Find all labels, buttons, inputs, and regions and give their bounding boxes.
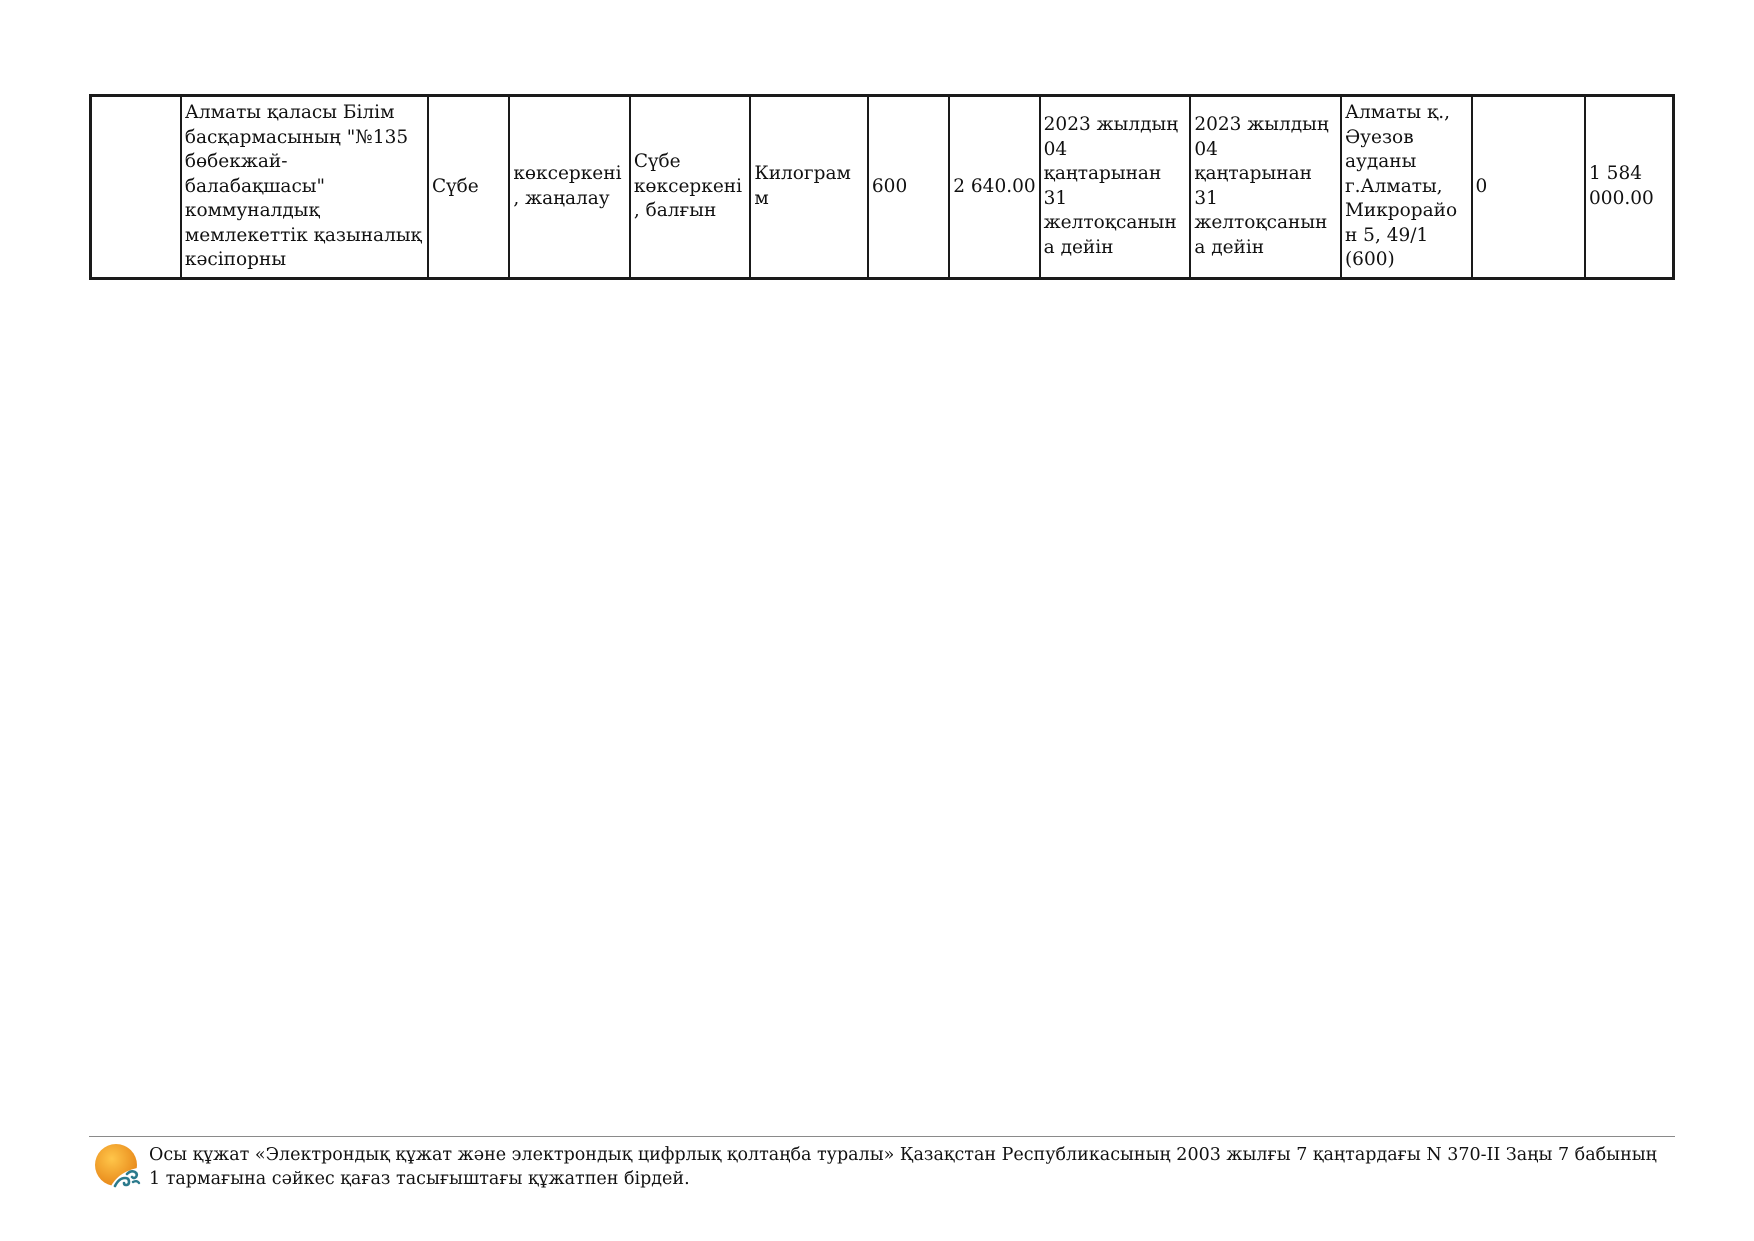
cell-number [91, 96, 181, 279]
cell-short-description: көксеркені, жаңалау [509, 96, 630, 279]
sun-logo-icon [93, 1142, 143, 1192]
cell-full-description: Сүбе көксеркені, балғын [630, 96, 751, 279]
table-row [91, 96, 1674, 279]
cell-quantity: 600 [868, 96, 949, 279]
cell-unit: Килограмм [750, 96, 868, 279]
cell-advance: 0 [1472, 96, 1586, 279]
cell-location: Алматы қ., Әуезов ауданы г.Алматы, Микрорайон 5, 49/1 (600) [1341, 96, 1472, 279]
cell-total: 1 584 000.00 [1585, 96, 1673, 279]
cell-price: 2 640.00 [949, 96, 1039, 279]
cell-customer: Алматы қаласы Білім басқармасының "№135 бөбекжай-балабақшасы" коммуналдық мемлекеттік қазыналық кәсіпорны [181, 96, 428, 279]
document-footer [89, 1136, 1675, 1189]
cell-name: Сүбе [428, 96, 509, 279]
cell-period-start: 2023 жылдың 04 қаңтарынан 31 желтоқсанына дейін [1040, 96, 1191, 279]
cell-period-end: 2023 жылдың 04 қаңтарынан 31 желтоқсанына дейін [1190, 96, 1341, 279]
footer-legal-text: Осы құжат «Электрондық құжат және электрондық цифрлық қолтаңба туралы» Қазақстан Республикасының 2003 жылғы 7 қаңтардағы N 370-II Заңы 7 бабының 1 тармағына сәйкес қағаз тасығыштағы құжатпен бірдей. [149, 1145, 1657, 1189]
procurement-table [89, 94, 1675, 280]
